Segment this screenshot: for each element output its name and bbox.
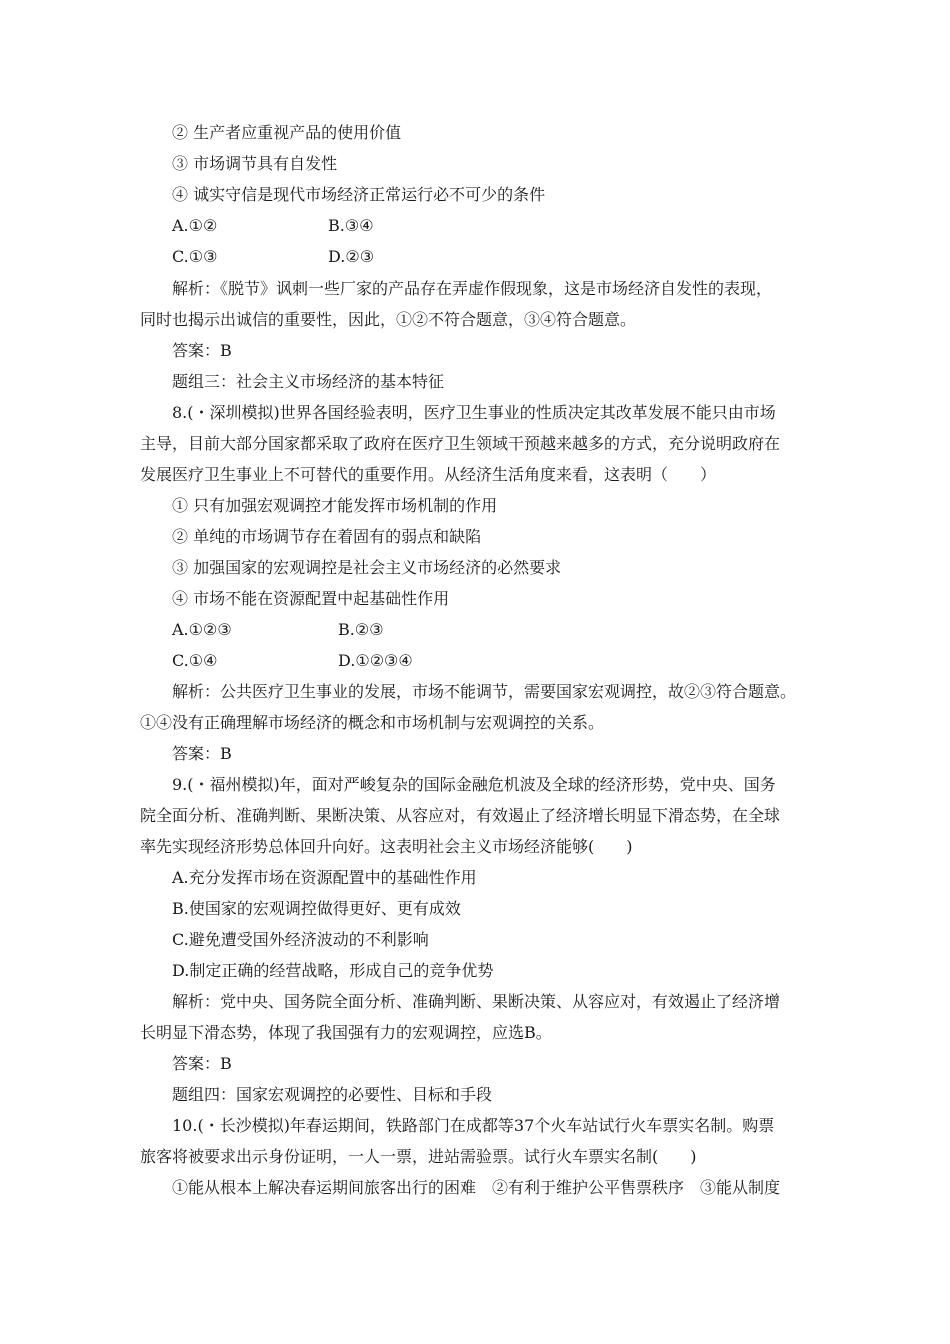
q8-analysis-line-1: 解析：公共医疗卫生事业的发展，市场不能调节，需要国家宏观调控，故②③符合题意。 [172,682,797,701]
q7-choice-row-2 [172,247,375,267]
q10-options-line: ①能从根本上解决春运期间旅客出行的困难 ②有利于维护公平售票秩序 ③能从制度 [172,1178,781,1197]
q9-option-b: B.使国家的宏观调控做得更好、更有成效 [172,899,461,918]
q8-stem-line-3: 发展医疗卫生事业上不可替代的重要作用。从经济生活角度来看，这表明（ ） [140,465,717,484]
q7-option-4: ④ 诚实守信是现代市场经济正常运行必不可少的条件 [172,185,546,204]
q9-analysis-line-2: 长明显下滑态势，体现了我国强有力的宏观调控，应选B。 [140,1023,552,1042]
q7-choice-d: D.②③ [328,247,375,266]
q8-choice-d: D.①②③④ [338,651,413,670]
q8-stem-line-1: 8.(・深圳模拟)世界各国经验表明，医疗卫生事业的性质决定其改革发展不能只由市场 [172,403,776,422]
q9-option-a: A.充分发挥市场在资源配置中的基础性作用 [172,868,477,887]
q8-choice-c: C.①④ [172,651,218,670]
q9-analysis-line-1: 解析：党中央、国务院全面分析、准确判断、果断决策、从容应对，有效遏止了经济增 [172,992,781,1011]
q8-option-3: ③ 加强国家的宏观调控是社会主义市场经济的必然要求 [172,558,562,577]
q8-choice-a: A.①②③ [172,620,232,639]
q7-answer: 答案：B [172,341,232,360]
q7-option-3: ③ 市场调节具有自发性 [172,154,338,173]
q9-stem-line-1: 9.(・福州模拟)年，面对严峻复杂的国际金融危机波及全球的经济形势，党中央、国务 [172,775,776,794]
group-4-heading: 题组四：国家宏观调控的必要性、目标和手段 [172,1085,493,1104]
q7-analysis-line-1: 解析：《脱节》讽刺一些厂家的产品存在弄虚作假现象，这是市场经济自发性的表现， [172,279,773,298]
q8-stem-line-2: 主导，目前大部分国家都采取了政府在医疗卫生领域干预越来越多的方式，充分说明政府在 [140,434,781,453]
q8-option-4: ④ 市场不能在资源配置中起基础性作用 [172,589,450,608]
q8-option-1: ① 只有加强宏观调控才能发挥市场机制的作用 [172,496,498,515]
q7-choice-c: C.①③ [172,247,218,266]
q7-choice-row-1 [172,216,374,236]
q8-option-2: ② 单纯的市场调节存在着固有的弱点和缺陷 [172,527,482,546]
group-3-heading: 题组三：社会主义市场经济的基本特征 [172,372,445,391]
q8-choice-b: B.②③ [338,620,384,639]
q9-answer: 答案：B [172,1054,232,1073]
q8-answer: 答案：B [172,744,232,763]
q8-choice-row-1 [172,620,384,640]
q9-stem-line-3: 率先实现经济形势总体回升向好。这表明社会主义市场经济能够( ) [140,837,633,856]
q7-choice-a: A.①② [172,216,218,235]
q10-stem-line-2: 旅客将被要求出示身份证明，一人一票，进站需验票。试行火车票实名制( ) [140,1147,697,1166]
q10-stem-line-1: 10.(・长沙模拟)年春运期间，铁路部门在成都等37个火车站试行火车票实名制。购票 [172,1116,775,1135]
q9-option-c: C.避免遭受国外经济波动的不利影响 [172,930,429,949]
q9-option-d: D.制定正确的经营战略，形成自己的竞争优势 [172,961,494,980]
q7-analysis-line-2: 同时也揭示出诚信的重要性，因此，①②不符合题意，③④符合题意。 [140,310,637,329]
q8-analysis-line-2: ①④没有正确理解市场经济的概念和市场机制与宏观调控的关系。 [140,713,605,732]
q9-stem-line-2: 院全面分析、准确判断、果断决策、从容应对，有效遏止了经济增长明显下滑态势，在全球 [140,806,781,825]
q7-choice-b: B.③④ [328,216,374,235]
q8-choice-row-2 [172,651,413,671]
q7-option-2: ② 生产者应重视产品的使用价值 [172,123,402,142]
